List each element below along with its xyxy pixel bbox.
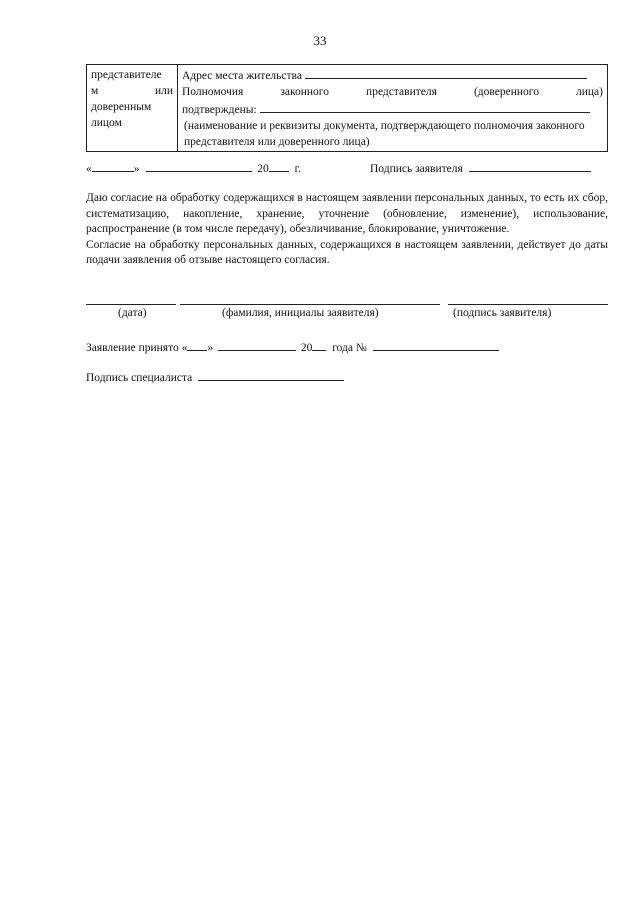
representative-label-line-2: м или: [91, 85, 173, 97]
applicant-signature-row: [370, 159, 591, 175]
representative-details-cell: [178, 65, 608, 152]
accepted-close-quote: »: [207, 342, 214, 354]
year-field-line[interactable]: [269, 159, 289, 172]
address-label: Адрес места жительства: [182, 70, 302, 82]
specialist-row: [86, 368, 344, 384]
representative-label-line-1: представителе: [91, 69, 162, 81]
address-field-line[interactable]: [305, 66, 587, 79]
accepted-year-word: года №: [332, 342, 367, 354]
date-signature-line[interactable]: [86, 304, 176, 305]
confirmed-row: [182, 100, 603, 118]
accepted-label: Заявление принято «: [86, 342, 188, 354]
specialist-signature-line[interactable]: [198, 368, 344, 381]
accepted-year-prefix: 20: [300, 342, 313, 354]
accepted-row: [86, 338, 499, 354]
signature-caption: (подпись заявителя): [453, 307, 552, 319]
name-signature-line[interactable]: [180, 304, 440, 305]
applicant-signature-line[interactable]: [469, 159, 591, 172]
representative-table: [86, 64, 608, 152]
year-prefix: 20: [257, 163, 269, 175]
year-suffix: г.: [294, 163, 301, 175]
document-note: (наименование и реквизиты документа, подтверждающего полномочия законного представителя или доверенного лица): [184, 120, 585, 148]
confirmed-label: подтверждены:: [182, 104, 257, 116]
name-caption: (фамилия, инициалы заявителя): [222, 307, 379, 319]
address-row: [182, 66, 603, 84]
authority-line: Полномочия законного представителя (доверенного лица): [182, 86, 603, 98]
date-signature-row: [86, 159, 301, 175]
representative-label-line-4: лицом: [91, 117, 122, 129]
month-field-line[interactable]: [146, 159, 252, 172]
date-close-quote: »: [133, 163, 140, 175]
applicant-sign-line[interactable]: [448, 304, 608, 305]
consent-paragraph-1: Даю согласие на обработку содержащихся в настоящем заявлении персональных данных, то есть их сбор, систематизацию, накопление, хранение, уточнение (обновление, изменение), использование, распространение (в том числе передачу), обезличивание, блокирование, уничтожение.: [86, 192, 608, 235]
accepted-number-line[interactable]: [373, 338, 499, 351]
consent-block: [86, 191, 608, 269]
accepted-year-line[interactable]: [312, 338, 326, 351]
specialist-label: Подпись специалиста: [86, 372, 193, 384]
date-open-quote: «: [86, 163, 92, 175]
day-field-line[interactable]: [92, 159, 134, 172]
page-number: 33: [313, 33, 327, 48]
consent-paragraph-2: Согласие на обработку персональных данных, содержащихся в настоящем заявлении, действует до даты подачи заявления об отзыве настоящего согласия.: [86, 238, 608, 266]
representative-label-cell: [87, 65, 178, 152]
applicant-signature-label: Подпись заявителя: [370, 163, 463, 175]
date-caption: (дата): [118, 307, 147, 319]
accepted-day-line[interactable]: [187, 338, 207, 351]
accepted-month-line[interactable]: [218, 338, 296, 351]
representative-label-line-3: доверенным: [91, 101, 152, 113]
confirmed-field-line[interactable]: [260, 100, 590, 113]
